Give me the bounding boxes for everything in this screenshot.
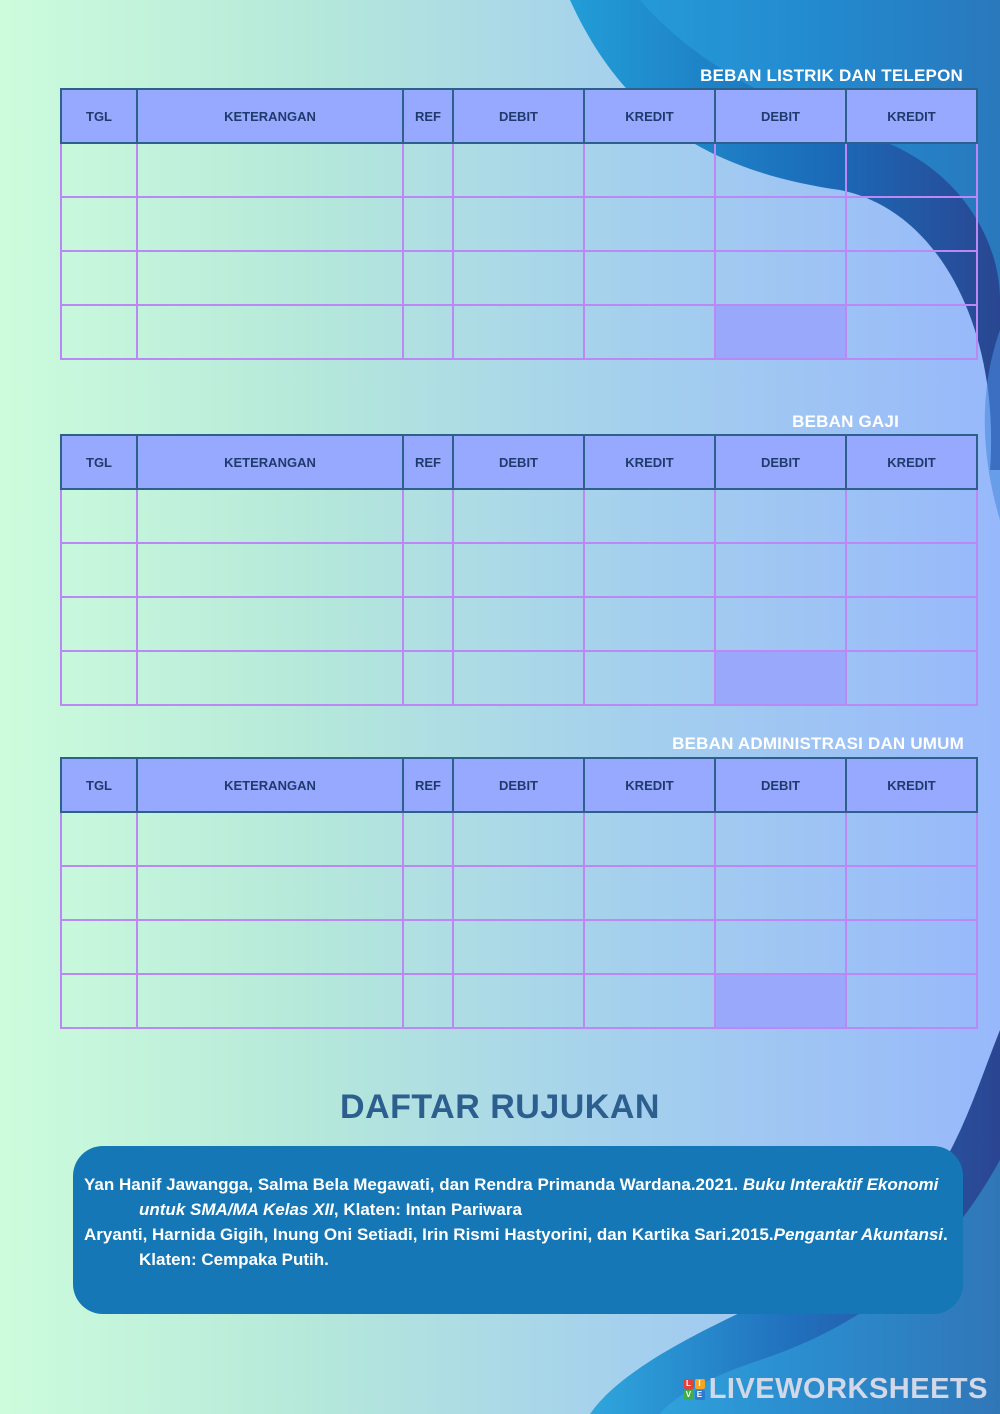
col-header-saldo-kredit: KREDIT	[846, 435, 977, 489]
input-cell[interactable]	[453, 812, 584, 866]
input-cell[interactable]	[846, 651, 977, 705]
input-cell[interactable]	[137, 543, 403, 597]
liveworksheets-watermark	[684, 1373, 988, 1406]
input-cell[interactable]	[584, 866, 715, 920]
input-cell[interactable]	[453, 920, 584, 974]
input-cell[interactable]	[453, 974, 584, 1028]
input-cell[interactable]	[61, 489, 137, 543]
input-cell[interactable]	[137, 489, 403, 543]
liveworksheets-logo-icon	[684, 1379, 705, 1400]
input-cell[interactable]	[584, 489, 715, 543]
input-cell[interactable]	[846, 251, 977, 305]
reference-entry	[84, 1172, 953, 1222]
col-header-debit: DEBIT	[453, 758, 584, 812]
col-header-saldo-kredit: KREDIT	[846, 89, 977, 143]
input-cell[interactable]	[453, 251, 584, 305]
table-row	[61, 543, 977, 597]
input-cell[interactable]	[584, 543, 715, 597]
ledger-table-listrik-telepon	[60, 88, 978, 360]
input-cell[interactable]	[584, 651, 715, 705]
input-cell[interactable]	[584, 920, 715, 974]
input-cell[interactable]	[61, 812, 137, 866]
references-title: DAFTAR RUJUKAN	[340, 1088, 660, 1126]
col-header-ref: REF	[403, 435, 453, 489]
input-cell[interactable]	[61, 920, 137, 974]
input-cell[interactable]	[715, 866, 846, 920]
input-cell[interactable]	[846, 543, 977, 597]
references-box	[73, 1146, 963, 1314]
input-cell[interactable]	[453, 489, 584, 543]
input-cell[interactable]	[715, 197, 846, 251]
input-cell[interactable]	[61, 305, 137, 359]
col-header-saldo-debit: DEBIT	[715, 758, 846, 812]
reference-work: Buku Interaktif Ekonomi untuk SMA/MA Kelas XII	[139, 1175, 939, 1219]
input-cell[interactable]	[403, 143, 453, 197]
table-row	[61, 143, 977, 197]
input-cell[interactable]	[61, 197, 137, 251]
input-cell[interactable]	[846, 812, 977, 866]
col-header-saldo-debit: DEBIT	[715, 435, 846, 489]
table-row	[61, 920, 977, 974]
col-header-keterangan: KETERANGAN	[137, 89, 403, 143]
table-row	[61, 489, 977, 543]
input-cell[interactable]	[61, 143, 137, 197]
input-cell[interactable]	[61, 597, 137, 651]
input-cell[interactable]	[584, 597, 715, 651]
logo-letter-l: L	[684, 1379, 694, 1389]
table-header-row	[61, 89, 977, 143]
input-cell[interactable]	[137, 597, 403, 651]
input-cell[interactable]	[715, 812, 846, 866]
col-header-kredit: KREDIT	[584, 435, 715, 489]
table-row	[61, 251, 977, 305]
reference-authors: Aryanti, Harnida Gigih, Inung Oni Setiadi, Irin Rismi Hastyorini, dan Kartika Sari.2015.	[84, 1225, 774, 1244]
input-cell[interactable]	[846, 305, 977, 359]
reference-authors: Yan Hanif Jawangga, Salma Bela Megawati, dan Rendra Primanda Wardana.2021.	[84, 1175, 743, 1194]
input-cell[interactable]	[584, 305, 715, 359]
input-cell[interactable]	[846, 866, 977, 920]
table-row	[61, 197, 977, 251]
input-cell[interactable]	[846, 143, 977, 197]
input-cell[interactable]	[715, 597, 846, 651]
col-header-tgl: TGL	[61, 435, 137, 489]
input-cell[interactable]	[584, 251, 715, 305]
input-cell[interactable]	[584, 974, 715, 1028]
logo-letter-i: I	[695, 1379, 705, 1389]
input-cell[interactable]	[137, 866, 403, 920]
input-cell[interactable]	[403, 597, 453, 651]
col-header-kredit: KREDIT	[584, 758, 715, 812]
input-cell[interactable]	[137, 974, 403, 1028]
input-cell[interactable]	[137, 305, 403, 359]
input-cell[interactable]	[846, 597, 977, 651]
input-cell[interactable]	[137, 920, 403, 974]
input-cell[interactable]	[715, 251, 846, 305]
input-cell[interactable]	[453, 866, 584, 920]
input-cell[interactable]	[61, 974, 137, 1028]
input-cell[interactable]	[137, 651, 403, 705]
table-row	[61, 812, 977, 866]
input-cell[interactable]	[61, 866, 137, 920]
input-cell[interactable]	[715, 543, 846, 597]
ledger-title-listrik-telepon: BEBAN LISTRIK DAN TELEPON	[700, 66, 963, 85]
table-row	[61, 651, 977, 705]
table-row	[61, 305, 977, 359]
input-cell[interactable]	[453, 143, 584, 197]
input-cell[interactable]	[403, 974, 453, 1028]
input-cell[interactable]	[846, 489, 977, 543]
reference-work: Pengantar Akuntansi	[773, 1225, 944, 1244]
col-header-debit: DEBIT	[453, 435, 584, 489]
input-cell[interactable]	[453, 305, 584, 359]
col-header-keterangan: KETERANGAN	[137, 758, 403, 812]
col-header-ref: REF	[403, 758, 453, 812]
input-cell[interactable]	[403, 651, 453, 705]
input-cell[interactable]	[403, 920, 453, 974]
shaded-cell	[715, 305, 846, 359]
ledger-title-gaji: BEBAN GAJI	[792, 412, 899, 431]
table-row	[61, 974, 977, 1028]
col-header-keterangan: KETERANGAN	[137, 435, 403, 489]
col-header-kredit: KREDIT	[584, 89, 715, 143]
input-cell[interactable]	[137, 197, 403, 251]
reference-publisher: , Klaten: Intan Pariwara	[333, 1200, 522, 1219]
col-header-ref: REF	[403, 89, 453, 143]
input-cell[interactable]	[137, 251, 403, 305]
input-cell[interactable]	[715, 489, 846, 543]
ledger-table-administrasi-umum	[60, 757, 978, 1029]
input-cell[interactable]	[403, 812, 453, 866]
input-cell[interactable]	[453, 543, 584, 597]
col-header-saldo-debit: DEBIT	[715, 89, 846, 143]
brand-name: LIVEWORKSHEETS	[708, 1373, 988, 1405]
input-cell[interactable]	[846, 920, 977, 974]
table-row	[61, 866, 977, 920]
input-cell[interactable]	[403, 251, 453, 305]
input-cell[interactable]	[584, 812, 715, 866]
logo-letter-v: V	[684, 1390, 694, 1400]
input-cell[interactable]	[137, 143, 403, 197]
input-cell[interactable]	[137, 812, 403, 866]
input-cell[interactable]	[403, 197, 453, 251]
input-cell[interactable]	[403, 866, 453, 920]
reference-entry	[84, 1222, 953, 1272]
input-cell[interactable]	[846, 974, 977, 1028]
input-cell[interactable]	[61, 251, 137, 305]
logo-letter-e: E	[695, 1390, 705, 1400]
table-header-row	[61, 435, 977, 489]
input-cell[interactable]	[584, 197, 715, 251]
shaded-cell	[715, 651, 846, 705]
input-cell[interactable]	[453, 597, 584, 651]
input-cell[interactable]	[61, 543, 137, 597]
shaded-cell	[715, 974, 846, 1028]
input-cell[interactable]	[453, 197, 584, 251]
ledger-table-gaji	[60, 434, 978, 706]
input-cell[interactable]	[403, 305, 453, 359]
input-cell[interactable]	[715, 143, 846, 197]
input-cell[interactable]	[715, 920, 846, 974]
table-row	[61, 597, 977, 651]
col-header-debit: DEBIT	[453, 89, 584, 143]
reference-publisher: . Klaten: Cempaka Putih.	[139, 1225, 948, 1269]
input-cell[interactable]	[846, 197, 977, 251]
input-cell[interactable]	[403, 543, 453, 597]
input-cell[interactable]	[584, 143, 715, 197]
input-cell[interactable]	[403, 489, 453, 543]
input-cell[interactable]	[61, 651, 137, 705]
col-header-tgl: TGL	[61, 89, 137, 143]
table-header-row	[61, 758, 977, 812]
ledger-title-administrasi-umum: BEBAN ADMINISTRASI DAN UMUM	[672, 734, 964, 753]
col-header-saldo-kredit: KREDIT	[846, 758, 977, 812]
input-cell[interactable]	[453, 651, 584, 705]
col-header-tgl: TGL	[61, 758, 137, 812]
